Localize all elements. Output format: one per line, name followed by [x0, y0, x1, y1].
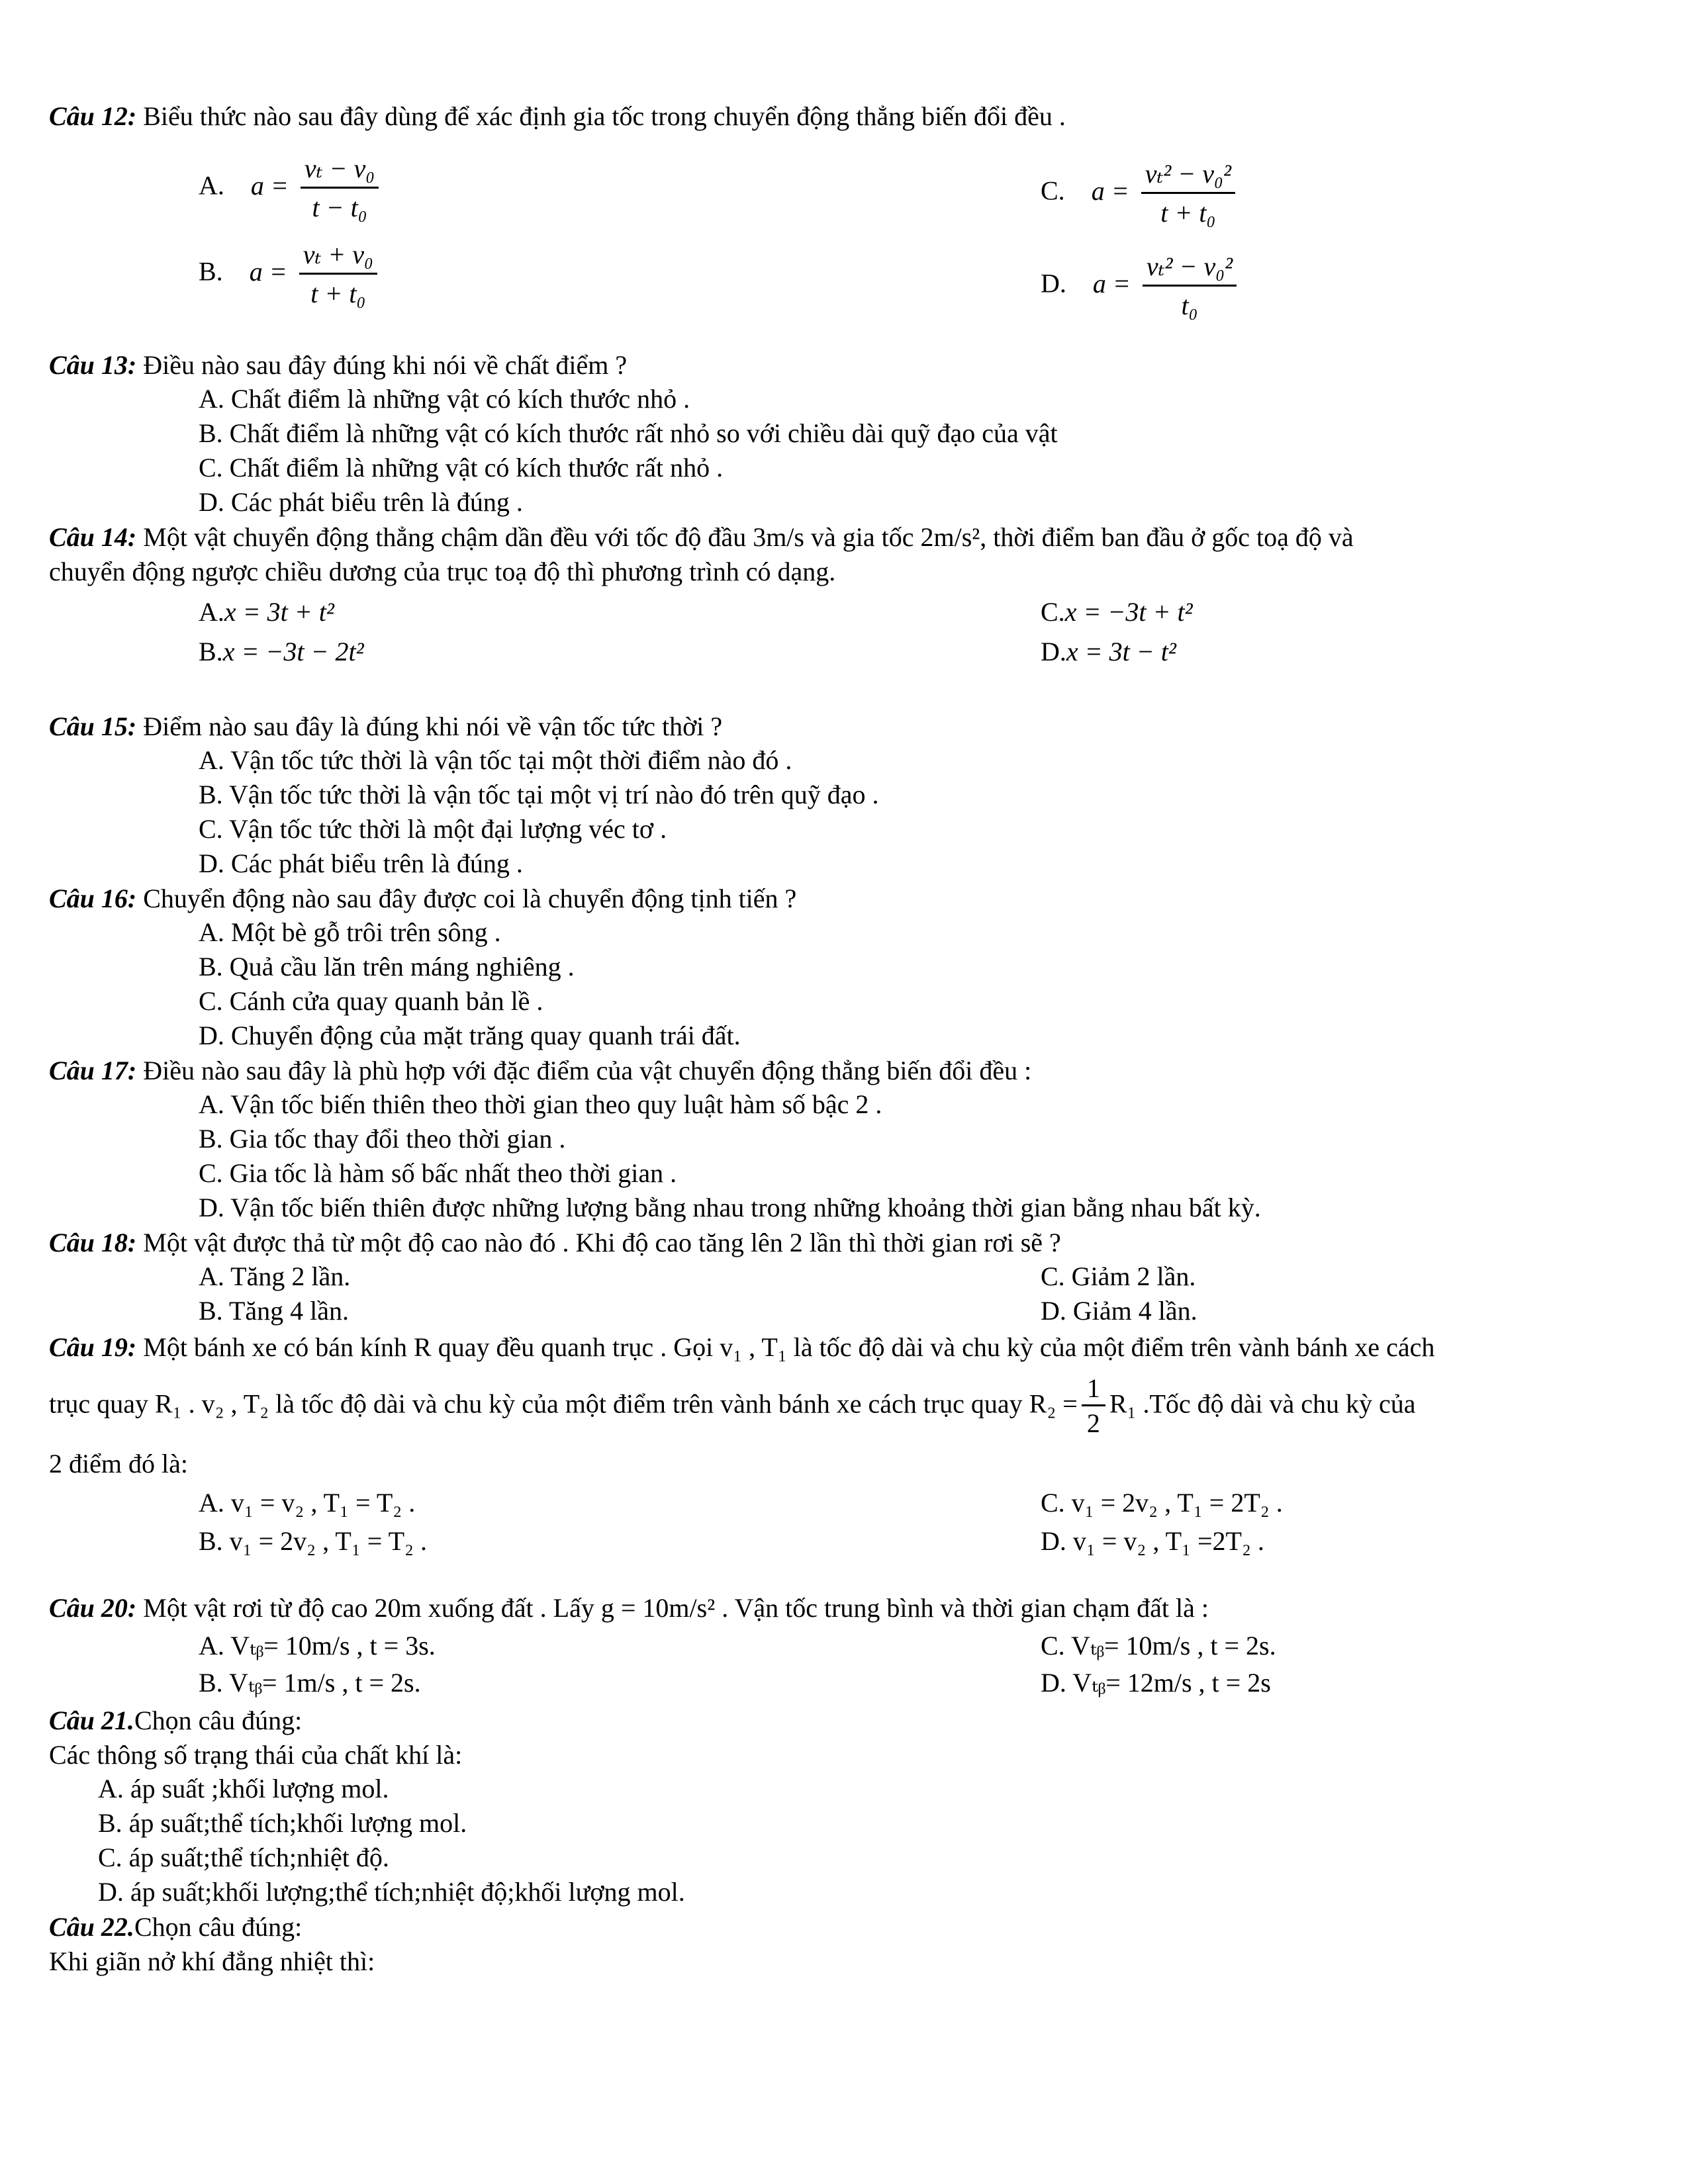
option-c: C. áp suất;thể tích;nhiệt độ. — [98, 1843, 389, 1872]
question-20 — [49, 1591, 1651, 1625]
question-22-stem: Khi giãn nở khí đẳng nhiệt thì: — [49, 1946, 375, 1976]
option-d: D. Giảm 4 lần. — [1041, 1296, 1197, 1326]
question-label: Câu 22. — [49, 1912, 134, 1942]
option-b: B. Quả cầu lăn trên máng nghiêng . — [199, 952, 575, 981]
option-d: D. Vₜᵦ= 12m/s , t = 2s — [1041, 1668, 1271, 1698]
option-b: B. a = $\frac{\text{vₜ + v₀}}{\text{t + t₀}}$ — [199, 240, 377, 309]
option-c: C. Vận tốc tức thời là một đại lượng véc tơ . — [199, 814, 667, 844]
option-a: A. Một bè gỗ trôi trên sông . — [199, 917, 501, 947]
question-label: Câu 17: — [49, 1056, 137, 1085]
option-d: D.x = 3t − t² — [1041, 637, 1176, 666]
option-c: C. a = $\frac{\text{vₜ² − v₀²}}{\text{t + t₀}}$ — [1041, 159, 1235, 228]
question-text: Chọn câu đúng: — [134, 1706, 303, 1735]
option-d: D. Các phát biểu trên là đúng . — [199, 848, 523, 878]
option-d: D. áp suất;khối lượng;thể tích;nhiệt độ;khối lượng mol. — [98, 1877, 685, 1907]
question-22 — [49, 1910, 1651, 1944]
question-text: Một bánh xe có bán kính R quay đều quanh trục . Gọi v₁ , T₁ là tốc độ dài và chu kỳ của một điểm trên vành bánh xe cách — [136, 1332, 1435, 1362]
option-a: A. Vₜᵦ= 10m/s , t = 3s. — [199, 1631, 436, 1661]
option-d: D. Chuyển động của mặt trăng quay quanh trái đất. — [199, 1021, 741, 1050]
option-b: B. áp suất;thể tích;khối lượng mol. — [98, 1808, 467, 1838]
question-14 — [49, 520, 1651, 555]
question-text: Điểm nào sau đây là đúng khi nói về vận tốc tức thời ? — [136, 711, 723, 741]
question-19 — [49, 1330, 1651, 1365]
question-text: Một vật chuyển động thẳng chậm dần đều với tốc độ đầu 3m/s và gia tốc 2m/s², thời điểm ban đầu ở gốc toạ độ và — [136, 522, 1354, 552]
option-d: D. Các phát biểu trên là đúng . — [199, 487, 523, 517]
option-b: B. Chất điểm là những vật có kích thước rất nhỏ so với chiều dài quỹ đạo của vật — [199, 418, 1058, 448]
question-label: Câu 19: — [49, 1332, 137, 1362]
option-c: C. v₁ = 2v₂ , T₁ = 2T₂ . — [1041, 1488, 1283, 1518]
formula-fraction: $\frac{\text{vₜ − v₀}}{\text{t − t₀}}$ — [301, 154, 379, 223]
option-a: A. Chất điểm là những vật có kích thước nhỏ . — [199, 384, 690, 414]
question-label: Câu 13: — [49, 350, 137, 380]
question-text: Điều nào sau đây đúng khi nói về chất điểm ? — [136, 350, 628, 380]
option-c: C. Cánh cửa quay quanh bản lề . — [199, 986, 543, 1016]
question-12 — [49, 99, 1651, 134]
question-text: Chuyển động nào sau đây được coi là chuyển động tịnh tiến ? — [136, 884, 797, 913]
option-a: A.x = 3t + t² — [199, 597, 334, 627]
question-label: Câu 21. — [49, 1706, 134, 1735]
question-16 — [49, 882, 1651, 916]
formula-fraction: $\frac{\text{vₜ + v₀}}{\text{t + t₀}}$ — [299, 240, 377, 309]
option-a: A. Tăng 2 lần. — [199, 1261, 351, 1291]
option-c: C. Giảm 2 lần. — [1041, 1261, 1196, 1291]
option-b: B.x = −3t − 2t² — [199, 637, 364, 666]
question-text: Chọn câu đúng: — [134, 1912, 303, 1942]
question-label: Câu 18: — [49, 1228, 137, 1257]
question-label: Câu 20: — [49, 1593, 137, 1623]
question-19-line3: 2 điểm đó là: — [49, 1449, 188, 1479]
option-a: A. a = $\frac{\text{vₜ − v₀}}{\text{t − t₀}}$ — [199, 154, 379, 223]
option-a: A. v₁ = v₂ , T₁ = T₂ . — [199, 1488, 416, 1518]
question-21 — [49, 1704, 1651, 1738]
question-14-cont: chuyển động ngược chiều dương của trục toạ độ thì phương trình có dạng. — [49, 557, 836, 586]
question-label: Câu 14: — [49, 522, 137, 552]
question-17 — [49, 1054, 1651, 1088]
question-text: Biểu thức nào sau đây dùng để xác định gia tốc trong chuyển động thẳng biến đổi đều . — [136, 101, 1066, 131]
option-b: B. Gia tốc thay đổi theo thời gian . — [199, 1124, 566, 1154]
question-label: Câu 16: — [49, 884, 137, 913]
formula-fraction: $\frac{\text{vₜ² − v₀²}}{\text{t₀}}$ — [1143, 251, 1237, 321]
option-d: D. Vận tốc biến thiên được những lượng bằng nhau trong những khoảng thời gian bằng nhau bất kỳ. — [199, 1193, 1261, 1222]
option-b: B. Tăng 4 lần. — [199, 1296, 350, 1326]
option-a: A. Vận tốc biến thiên theo thời gian theo quy luật hàm số bậc 2 . — [199, 1089, 882, 1119]
question-label: Câu 12: — [49, 101, 137, 131]
question-text: Một vật rơi từ độ cao 20m xuống đất . Lấy g = 10m/s² . Vận tốc trung bình và thời gian chạm đất là : — [136, 1593, 1209, 1623]
option-d: D. a = $\frac{\text{vₜ² − v₀²}}{\text{t₀}}$ — [1041, 251, 1237, 321]
option-a: A. áp suất ;khối lượng mol. — [98, 1774, 389, 1803]
question-label: Câu 15: — [49, 711, 137, 741]
option-c: C. Gia tốc là hàm số bấc nhất theo thời gian . — [199, 1158, 677, 1188]
option-c: C. Vₜᵦ= 10m/s , t = 2s. — [1041, 1631, 1276, 1661]
question-text: Một vật được thả từ một độ cao nào đó . Khi độ cao tăng lên 2 lần thì thời gian rơi sẽ ? — [136, 1228, 1061, 1257]
option-b: B. v₁ = 2v₂ , T₁ = T₂ . — [199, 1526, 427, 1556]
option-b: B. Vận tốc tức thời là vận tốc tại một vị trí nào đó trên quỹ đạo . — [199, 780, 879, 809]
option-b: B. Vₜᵦ= 1m/s , t = 2s. — [199, 1668, 421, 1698]
question-18 — [49, 1226, 1651, 1260]
question-19-line2: trục quay R₁ . v₂ , T₂ là tốc độ dài và chu kỳ của một điểm trên vành bánh xe cách trục quay R₂ = $\frac{1}{2}$ R₁ .Tốc độ dài và chu kỳ của — [49, 1373, 1651, 1441]
half-fraction: $\frac{1}{2}$ — [1082, 1373, 1105, 1441]
question-text: Điều nào sau đây là phù hợp với đặc điểm của vật chuyển động thẳng biến đổi đều : — [136, 1056, 1032, 1085]
option-c: C.x = −3t + t² — [1041, 597, 1193, 627]
option-d: D. v₁ = v₂ , T₁ =2T₂ . — [1041, 1526, 1264, 1556]
option-a: A. Vận tốc tức thời là vận tốc tại một thời điểm nào đó . — [199, 745, 792, 775]
question-13 — [49, 348, 1651, 383]
option-c: C. Chất điểm là những vật có kích thước rất nhỏ . — [199, 453, 724, 482]
formula-fraction: $\frac{\text{vₜ² − v₀²}}{\text{t + t₀}}$ — [1141, 159, 1235, 228]
question-15 — [49, 709, 1651, 744]
question-21-stem: Các thông số trạng thái của chất khí là: — [49, 1740, 463, 1770]
